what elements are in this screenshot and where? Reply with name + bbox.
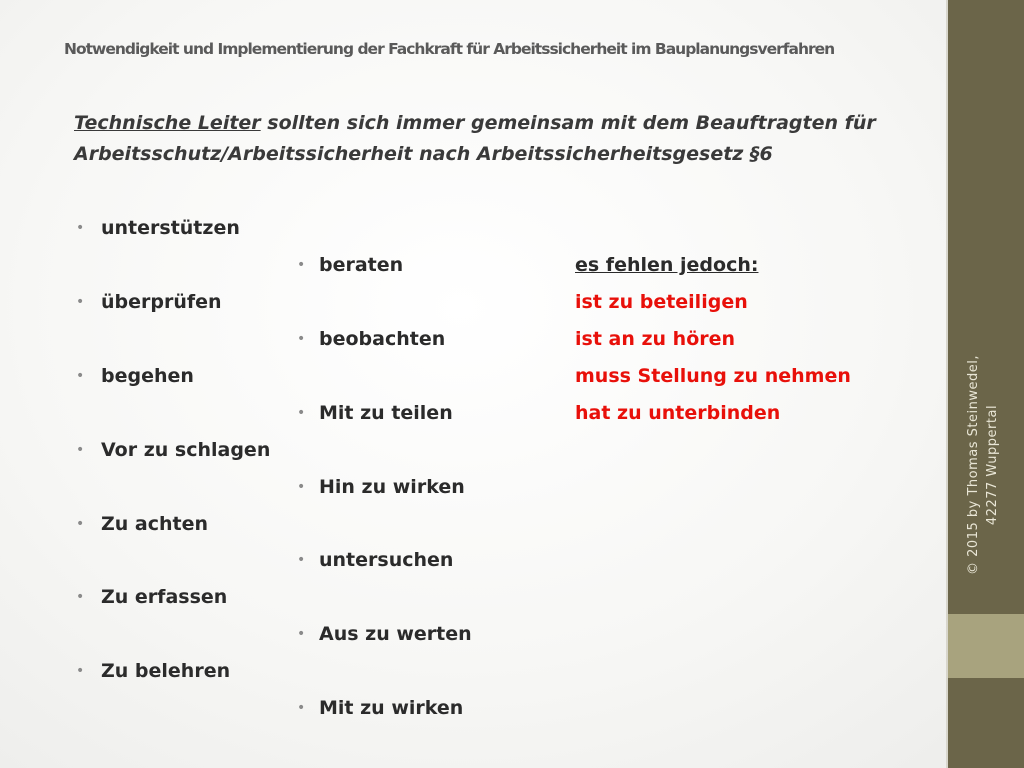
col2-item: beobachten (319, 328, 446, 350)
col1-item: begehen (101, 365, 194, 387)
col2-item: Mit zu teilen (319, 402, 453, 424)
col2-item: Hin zu wirken (319, 476, 465, 498)
bullet-icon: • (76, 663, 85, 679)
col1-item: überprüfen (101, 291, 222, 313)
bullet-icon: • (76, 294, 85, 310)
col1-item: Zu erfassen (101, 586, 228, 608)
slide-title: Notwendigkeit und Implementierung der Fachkraft für Arbeitssicherheit im Bauplanungsverfahren (64, 40, 835, 58)
footer-line-2: 42277 Wuppertal (985, 404, 1000, 526)
bullet-icon: • (76, 516, 85, 532)
col3-item: ist zu beteiligen (575, 291, 748, 313)
bullet-icon: • (297, 626, 306, 642)
intro-paragraph (74, 108, 924, 170)
bullet-icon: • (297, 257, 306, 273)
col1-item: Vor zu schlagen (101, 439, 271, 461)
col2-item: untersuchen (319, 549, 454, 571)
col1-item: unterstützen (101, 217, 240, 239)
col2-item: Mit zu wirken (319, 697, 464, 719)
bullet-icon: • (297, 331, 306, 347)
bullet-icon: • (297, 405, 306, 421)
side-bar-accent (948, 614, 1024, 678)
intro-lead: Technische Leiter (74, 112, 261, 134)
col3-heading: es fehlen jedoch: (575, 254, 759, 276)
intro-text: sollten sich immer gemeinsam mit dem Beauftragten für Arbeitsschutz/Arbeitssicherheit nach Arbeitssicherheitsgesetz §6 (74, 112, 876, 165)
col3-item: ist an zu hören (575, 328, 736, 350)
bullet-icon: • (76, 220, 85, 236)
bullet-icon: • (297, 479, 306, 495)
bullet-icon: • (297, 552, 306, 568)
col3-item: hat zu unterbinden (575, 402, 781, 424)
col2-item: Aus zu werten (319, 623, 472, 645)
col3-item: muss Stellung zu nehmen (575, 365, 851, 387)
col1-item: Zu belehren (101, 660, 231, 682)
copyright-footer (964, 315, 1008, 615)
bullet-icon: • (76, 589, 85, 605)
bullet-icon: • (297, 700, 306, 716)
footer-line-1: © 2015 by Thomas Steinwedel, (966, 355, 981, 575)
bullet-icon: • (76, 442, 85, 458)
col2-item: beraten (319, 254, 404, 276)
bullet-icon: • (76, 368, 85, 384)
col1-item: Zu achten (101, 513, 209, 535)
